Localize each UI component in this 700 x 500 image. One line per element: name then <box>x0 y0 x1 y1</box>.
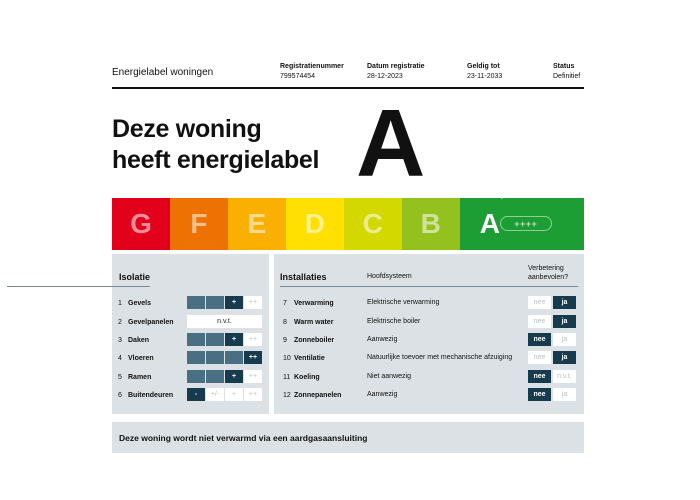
page-title <box>112 114 362 176</box>
status <box>553 62 580 82</box>
installatie-row <box>283 351 325 365</box>
row-number: 6 <box>118 391 122 399</box>
active-label-pointer-icon <box>496 192 508 199</box>
rating-cell <box>225 351 243 364</box>
scale-segment-c <box>344 198 402 250</box>
row-number: 9 <box>283 336 287 344</box>
row-number: 4 <box>118 354 122 362</box>
scale-segment-a <box>460 198 584 250</box>
rating-cell: ++ <box>244 388 262 401</box>
isolatie-row <box>118 296 151 310</box>
option-ja: ja <box>553 388 576 401</box>
scale-segment-d <box>286 198 344 250</box>
energy-scale <box>112 198 584 250</box>
row-number: 5 <box>118 373 122 381</box>
row-number: 1 <box>118 299 122 307</box>
rating-cell: + <box>225 333 243 346</box>
system-description: Elektrische verwarming <box>367 299 440 306</box>
option-nee: nee <box>528 296 551 309</box>
rating-cell: + <box>225 388 243 401</box>
isolatie-row <box>118 370 151 384</box>
field-value: 23-11-2033 <box>467 73 503 80</box>
rating-cell: ++ <box>244 370 262 383</box>
heating-note-panel <box>112 422 584 453</box>
installatie-row <box>283 296 334 310</box>
row-number: 10 <box>283 354 291 362</box>
installatie-row <box>283 333 334 347</box>
scale-letter: C <box>362 208 383 239</box>
verbetering-header <box>528 264 568 282</box>
recommendation-toggle <box>528 388 576 401</box>
option-ja: ja <box>553 333 576 346</box>
isolatie-row <box>118 333 149 347</box>
heating-note: Deze woning wordt niet verwarmd via een aardgasaansluiting <box>119 433 368 443</box>
rating-cells <box>187 315 262 328</box>
scale-segment-g <box>112 198 170 250</box>
row-name: Gevels <box>128 299 151 307</box>
option-ja: ja <box>553 351 576 364</box>
installatie-row <box>283 315 333 329</box>
title-line-2: heeft energielabel <box>112 146 320 174</box>
rating-cell: - <box>187 388 205 401</box>
row-number: 3 <box>118 336 122 344</box>
row-name: Daken <box>128 336 150 344</box>
option-nee: nee <box>528 370 551 383</box>
option-nee: nee <box>528 351 551 364</box>
scale-segment-b <box>402 198 460 250</box>
isolatie-row <box>118 351 154 365</box>
title-line-1: Deze woning <box>112 115 262 143</box>
rating-cell <box>206 333 224 346</box>
rating-cell: +/- <box>206 388 224 401</box>
rating-cell <box>187 333 205 346</box>
isolatie-row <box>118 315 174 329</box>
rating-cells <box>187 370 262 383</box>
option-ja: ja <box>553 296 576 309</box>
option-nee: nee <box>528 388 551 401</box>
option-nee: nee <box>528 333 551 346</box>
option-ja: ja <box>553 315 576 328</box>
scale-letter: F <box>190 208 208 239</box>
field-value: 28-12-2023 <box>367 73 403 80</box>
row-number: 11 <box>283 373 291 381</box>
row-name: Warm water <box>294 318 334 326</box>
rating-cell: ++ <box>244 296 262 309</box>
plus-indicator: ++++ <box>500 216 552 231</box>
isolatie-row <box>118 388 173 402</box>
rating-cell <box>206 351 224 364</box>
verbetering-line-1: Verbetering <box>528 265 564 272</box>
row-number: 2 <box>118 318 122 326</box>
divider <box>280 286 578 287</box>
rating-cells <box>187 296 262 309</box>
verbetering-line-2: aanbevolen? <box>528 274 569 281</box>
rating-cell: n.v.t. <box>187 315 262 328</box>
field-label: Registratienummer <box>280 63 344 70</box>
rating-cell: + <box>225 296 243 309</box>
row-name: Verwarming <box>294 299 334 307</box>
scale-letter: E <box>247 208 267 239</box>
rating-cell <box>206 296 224 309</box>
registration-number <box>280 62 344 82</box>
energy-label-letter: A <box>356 90 426 197</box>
scale-letter: A <box>479 208 500 239</box>
row-name: Ventilatie <box>294 354 325 362</box>
field-value: Definitief <box>553 73 581 80</box>
recommendation-toggle <box>528 370 576 383</box>
system-description: Elektrische boiler <box>367 318 421 325</box>
recommendation-toggle <box>528 351 576 364</box>
system-description: Natuurlijke toevoer met mechanische afzuiging <box>367 354 513 361</box>
system-description: Aanwezig <box>367 391 398 398</box>
recommendation-toggle <box>528 296 576 309</box>
installaties-title: Installaties <box>280 272 327 282</box>
rating-cell: + <box>225 370 243 383</box>
document-title: Energielabel woningen <box>112 67 214 78</box>
label-header <box>112 60 584 89</box>
row-name: Zonneboiler <box>294 336 335 344</box>
row-name: Zonnepanelen <box>294 391 342 399</box>
isolatie-title: Isolatie <box>119 272 151 282</box>
rating-cells <box>187 351 262 364</box>
row-number: 12 <box>283 391 291 399</box>
rating-cell <box>187 351 205 364</box>
option-nee: nee <box>528 315 551 328</box>
valid-until <box>467 62 502 82</box>
row-number: 7 <box>283 299 287 307</box>
rating-cells <box>187 333 262 346</box>
system-description: Niet aanwezig <box>367 373 411 380</box>
scale-letter: G <box>130 208 152 239</box>
scale-segment-e <box>228 198 286 250</box>
scale-letter: B <box>420 208 441 239</box>
scale-letter: D <box>304 208 325 239</box>
installatie-row <box>283 370 320 384</box>
option-ja: n.v.t. <box>553 370 576 383</box>
field-label: Status <box>553 63 575 70</box>
recommendation-toggle <box>528 333 576 346</box>
rating-cell <box>187 370 205 383</box>
field-label: Geldig tot <box>467 63 500 70</box>
row-name: Ramen <box>128 373 152 381</box>
installatie-row <box>283 388 341 402</box>
row-name: Vloeren <box>128 354 154 362</box>
row-name: Buitendeuren <box>128 391 174 399</box>
rating-cell <box>206 370 224 383</box>
rating-cell: ++ <box>244 333 262 346</box>
row-name: Koeling <box>294 373 320 381</box>
row-name: Gevelpanelen <box>128 318 174 326</box>
field-label: Datum registratie <box>367 63 425 70</box>
field-value: 799574454 <box>280 73 316 80</box>
rating-cells <box>187 388 262 401</box>
hoofdsysteem-header: Hoofdsysteem <box>367 273 412 280</box>
rating-cell <box>187 296 205 309</box>
registration-date <box>367 62 425 82</box>
rating-cell: ++ <box>244 351 262 364</box>
divider <box>7 286 150 287</box>
recommendation-toggle <box>528 315 576 328</box>
system-description: Aanwezig <box>367 336 398 343</box>
row-number: 8 <box>283 318 287 326</box>
scale-segment-f <box>170 198 228 250</box>
